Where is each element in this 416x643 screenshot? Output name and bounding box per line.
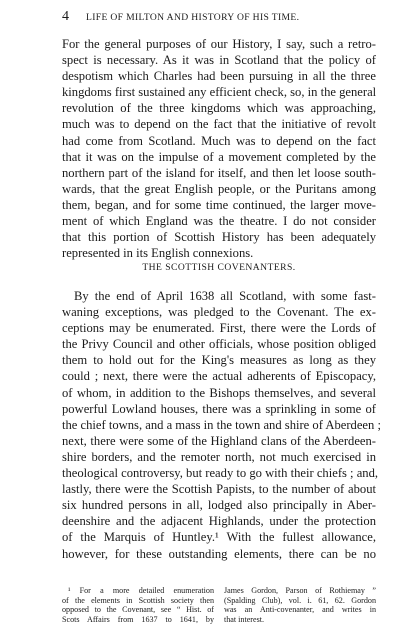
footnote-line: ¹ For a more detailed enumeration	[68, 586, 214, 595]
footnote-line: James Gordon, Parson of Rothiemay ”	[224, 586, 376, 595]
text-line: had come from Scotland. Much was to depend on the fact	[62, 133, 376, 148]
text-line: powerful Lowland houses, there was a sprinkling in some of	[62, 401, 376, 416]
text-line: of the Marquis of Huntley.¹ With the fullest allowance,	[62, 530, 376, 545]
footnote-line: that interest.	[224, 614, 265, 624]
text-line: ceptions may be enumerated. First, there were the Lords of	[62, 321, 376, 336]
footnote-line: of the elements in Scottish society then	[62, 595, 214, 605]
text-line: theological controversy, but ready to go with their chiefs ; and,	[62, 466, 379, 481]
text-line: could ; next, there were the actual adherents of Episcopacy,	[62, 369, 376, 384]
running-head: LIFE OF MILTON AND HISTORY OF HIS TIME.	[86, 12, 300, 23]
text-line: represented in its English connexions.	[62, 246, 254, 261]
text-line: them to hold out for the King's measures as long as they	[62, 353, 376, 368]
text-line: the chief towns, and a mass in the town and shire of Aberdeen ;	[62, 417, 381, 432]
text-line: wards, that the great English people, or the Puritans among	[62, 181, 376, 196]
text-line: that it was on the impulse of a movement completed by the	[62, 149, 376, 164]
text-line: revolution of the three kingdoms which was approaching,	[62, 101, 376, 116]
footnote-line: Scots Affairs from 1637 to 1641, by	[62, 614, 214, 624]
section-heading: THE SCOTTISH COVENANTERS.	[142, 262, 296, 273]
paragraph-retrospect	[62, 36, 376, 261]
footnote-line: opposed to the Covenant, see “ Hist. of	[62, 605, 214, 615]
text-line: next, there were some of the Highland clans of the Aberdeen-	[62, 433, 376, 448]
text-line: lastly, there were the Scottish Papists, to the number of about	[62, 482, 376, 497]
footnote-column-left	[62, 586, 214, 624]
text-line: the Privy Council and other officials, whose position obliged	[62, 337, 376, 352]
text-line: For the general purposes of our History, I say, such a retro-	[62, 37, 376, 51]
paragraph-covenanters	[62, 288, 381, 562]
text-line: them, began, and for some time continued, the larger move-	[62, 197, 376, 212]
text-line: despotism which Charles had been pursuing in all the three	[62, 69, 376, 84]
text-line: ment of which England was the theatre. I do not consider	[62, 214, 376, 229]
footnote-column-right	[224, 586, 376, 624]
text-line: northern part of the island for itself, and then let loose south-	[62, 165, 376, 180]
footnote	[62, 586, 376, 624]
text-line: shire borders, and the remoter north, not much exercised in	[62, 449, 376, 464]
text-line: deenshire and the adjacent Highlands, under the protection	[62, 514, 376, 529]
text-line: however, for these outstanding elements, there can be no	[62, 546, 376, 561]
page-header	[62, 11, 374, 25]
text-line: much was to depend on the fact that the initiative of revolt	[62, 117, 376, 132]
footnote-line: was an Anti-covenanter, and writes in	[224, 605, 376, 615]
text-line: that this portion of Scottish History has been adequately	[62, 230, 376, 245]
text-line: spect is necessary. As it was in Scotland that the policy of	[62, 53, 376, 68]
text-line: kingdoms first sustained any efficient check, so, in the general	[62, 85, 377, 100]
text-line: By the end of April 1638 all Scotland, with some fast-	[74, 289, 376, 303]
text-line: waning exceptions, was pledged to the Covenant. The ex-	[62, 305, 376, 320]
footnote-line: (Spalding Club), vol. i. 61, 62. Gordon	[224, 595, 376, 605]
page-number: 4	[62, 9, 69, 24]
text-line: six hundred persons in all, lodged also principally in Aber-	[62, 498, 376, 513]
text-line: of whom, in addition to the Bishops themselves, and several	[62, 385, 376, 400]
